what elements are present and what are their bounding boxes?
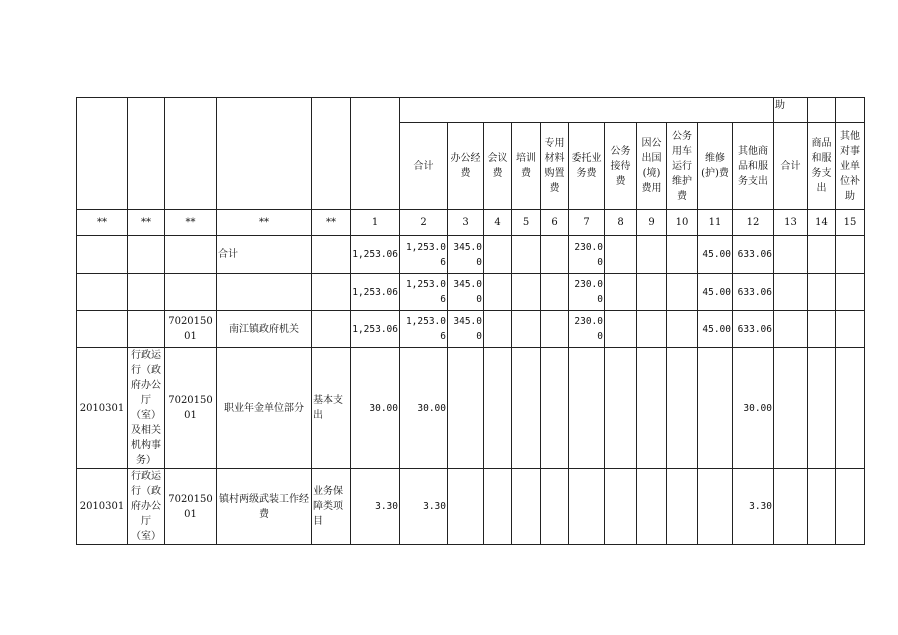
- empty-cell: [808, 274, 836, 311]
- empty-cell: [637, 274, 667, 311]
- empty-cell: [836, 236, 865, 274]
- empty-cell: [541, 348, 569, 469]
- header-cell: [351, 98, 400, 123]
- function-code-cell: 2010301: [77, 348, 128, 469]
- subtotal-cell: 30.00: [400, 348, 448, 469]
- header-banner-row: [77, 98, 865, 123]
- empty-cell: [541, 311, 569, 348]
- table-row: [77, 311, 865, 348]
- column-header: 其他商品和服务支出: [733, 123, 774, 210]
- column-header: 因公出国(境)费用: [637, 123, 667, 210]
- header-cell: [217, 123, 312, 210]
- empty-cell: [808, 311, 836, 348]
- subtotal-cell: 3.30: [400, 469, 448, 545]
- empty-cell: [667, 348, 698, 469]
- office-expense-cell: [448, 469, 484, 545]
- index-cell: 6: [541, 210, 569, 236]
- column-header: 合计: [774, 123, 808, 210]
- empty-cell: [605, 469, 637, 545]
- empty-cell: [667, 311, 698, 348]
- table-row: [77, 274, 865, 311]
- index-cell: 9: [637, 210, 667, 236]
- empty-cell: [512, 311, 541, 348]
- column-header: 维修(护)费: [698, 123, 733, 210]
- empty-cell: [484, 236, 512, 274]
- maintenance-expense-cell: [698, 348, 733, 469]
- commission-expense-cell: 230.00: [569, 311, 605, 348]
- empty-cell: [667, 236, 698, 274]
- empty-cell: [512, 236, 541, 274]
- empty-cell: [637, 311, 667, 348]
- unit-code-cell: 702015001: [165, 311, 217, 348]
- office-expense-cell: 345.00: [448, 236, 484, 274]
- unit-name-cell: 职业年金单位部分: [217, 348, 312, 469]
- index-cell: **: [312, 210, 351, 236]
- index-cell: 3: [448, 210, 484, 236]
- empty-cell: [605, 348, 637, 469]
- header-group-cell: [400, 98, 774, 123]
- header-cell: [77, 98, 128, 123]
- function-code-cell: [77, 274, 128, 311]
- column-header: 商品和服务支出: [808, 123, 836, 210]
- empty-cell: [774, 469, 808, 545]
- function-code-cell: [77, 311, 128, 348]
- empty-cell: [484, 274, 512, 311]
- index-cell: 10: [667, 210, 698, 236]
- index-cell: **: [77, 210, 128, 236]
- expense-type-cell: 基本支出: [312, 348, 351, 469]
- unit-name-cell: 南江镇政府机关: [217, 311, 312, 348]
- empty-cell: [774, 274, 808, 311]
- subtotal-cell: 1,253.06: [400, 236, 448, 274]
- column-header: 公务用车运行维护费: [667, 123, 698, 210]
- header-cell: [77, 123, 128, 210]
- column-header: 公务接待费: [605, 123, 637, 210]
- other-expense-cell: 633.06: [733, 274, 774, 311]
- empty-cell: [512, 469, 541, 545]
- empty-cell: [836, 274, 865, 311]
- index-cell: 13: [774, 210, 808, 236]
- function-code-cell: [77, 236, 128, 274]
- column-header: 专用材料购置费: [541, 123, 569, 210]
- expenditure-table: [76, 97, 865, 545]
- unit-code-cell: [165, 236, 217, 274]
- empty-cell: [836, 311, 865, 348]
- other-expense-cell: 633.06: [733, 311, 774, 348]
- index-cell: 12: [733, 210, 774, 236]
- empty-cell: [637, 348, 667, 469]
- unit-name-cell: 合计: [217, 236, 312, 274]
- empty-cell: [808, 348, 836, 469]
- column-header: 培训费: [512, 123, 541, 210]
- total-cell: 1,253.06: [351, 274, 400, 311]
- total-cell: 3.30: [351, 469, 400, 545]
- unit-name-cell: [217, 274, 312, 311]
- header-cell: [312, 98, 351, 123]
- header-cell: [217, 98, 312, 123]
- subtotal-cell: 1,253.06: [400, 311, 448, 348]
- empty-cell: [605, 274, 637, 311]
- commission-expense-cell: 230.00: [569, 274, 605, 311]
- empty-cell: [541, 469, 569, 545]
- maintenance-expense-cell: 45.00: [698, 236, 733, 274]
- category-cell: [128, 311, 165, 348]
- category-cell: [128, 236, 165, 274]
- empty-cell: [667, 469, 698, 545]
- empty-cell: [667, 274, 698, 311]
- unit-code-cell: [165, 274, 217, 311]
- subtotal-cell: 1,253.06: [400, 274, 448, 311]
- empty-cell: [541, 274, 569, 311]
- empty-cell: [605, 311, 637, 348]
- index-cell: 8: [605, 210, 637, 236]
- other-expense-cell: 633.06: [733, 236, 774, 274]
- maintenance-expense-cell: 45.00: [698, 274, 733, 311]
- index-cell: **: [165, 210, 217, 236]
- empty-cell: [484, 311, 512, 348]
- empty-cell: [808, 469, 836, 545]
- index-cell: 11: [698, 210, 733, 236]
- header-cell: [312, 123, 351, 210]
- index-cell: 2: [400, 210, 448, 236]
- office-expense-cell: 345.00: [448, 311, 484, 348]
- empty-cell: [484, 469, 512, 545]
- category-cell: 行政运行（政府办公厅（室）: [128, 469, 165, 545]
- header-cell: [836, 98, 865, 123]
- index-cell: 15: [836, 210, 865, 236]
- empty-cell: [836, 469, 865, 545]
- empty-cell: [512, 274, 541, 311]
- table-row: [77, 236, 865, 274]
- index-cell: 7: [569, 210, 605, 236]
- function-code-cell: 2010301: [77, 469, 128, 545]
- total-cell: 30.00: [351, 348, 400, 469]
- header-cell: [351, 123, 400, 210]
- empty-cell: [512, 348, 541, 469]
- empty-cell: [637, 469, 667, 545]
- index-cell: 14: [808, 210, 836, 236]
- empty-cell: [484, 348, 512, 469]
- total-cell: 1,253.06: [351, 311, 400, 348]
- header-cell: [165, 123, 217, 210]
- expense-type-cell: [312, 274, 351, 311]
- column-header: 其他对事业单位补助: [836, 123, 865, 210]
- empty-cell: [774, 311, 808, 348]
- column-header: 合计: [400, 123, 448, 210]
- table-row: [77, 469, 865, 545]
- expense-type-cell: [312, 311, 351, 348]
- commission-expense-cell: [569, 348, 605, 469]
- index-cell: 5: [512, 210, 541, 236]
- commission-expense-cell: 230.00: [569, 236, 605, 274]
- total-cell: 1,253.06: [351, 236, 400, 274]
- unit-code-cell: 702015001: [165, 348, 217, 469]
- category-cell: 行政运行（政府办公厅（室）及相关机构事务）: [128, 348, 165, 469]
- table-row: [77, 348, 865, 469]
- unit-code-cell: 702015001: [165, 469, 217, 545]
- maintenance-expense-cell: 45.00: [698, 311, 733, 348]
- empty-cell: [637, 236, 667, 274]
- header-columns-row: [77, 123, 865, 210]
- office-expense-cell: 345.00: [448, 274, 484, 311]
- empty-cell: [774, 348, 808, 469]
- other-expense-cell: 3.30: [733, 469, 774, 545]
- expense-type-cell: 业务保障类项目: [312, 469, 351, 545]
- index-cell: **: [217, 210, 312, 236]
- empty-cell: [808, 236, 836, 274]
- column-header: 会议费: [484, 123, 512, 210]
- header-index-row: [77, 210, 865, 236]
- header-cell: [128, 98, 165, 123]
- empty-cell: [605, 236, 637, 274]
- header-cell: [165, 98, 217, 123]
- maintenance-expense-cell: [698, 469, 733, 545]
- header-cell: [128, 123, 165, 210]
- empty-cell: [541, 236, 569, 274]
- index-cell: 4: [484, 210, 512, 236]
- unit-name-cell: 镇村两级武装工作经费: [217, 469, 312, 545]
- expense-type-cell: [312, 236, 351, 274]
- other-expense-cell: 30.00: [733, 348, 774, 469]
- commission-expense-cell: [569, 469, 605, 545]
- header-banner-fragment: 助: [774, 98, 808, 123]
- column-header: 办公经费: [448, 123, 484, 210]
- empty-cell: [774, 236, 808, 274]
- column-header: 委托业务费: [569, 123, 605, 210]
- office-expense-cell: [448, 348, 484, 469]
- header-cell: [808, 98, 836, 123]
- category-cell: [128, 274, 165, 311]
- index-cell: **: [128, 210, 165, 236]
- empty-cell: [836, 348, 865, 469]
- index-cell: 1: [351, 210, 400, 236]
